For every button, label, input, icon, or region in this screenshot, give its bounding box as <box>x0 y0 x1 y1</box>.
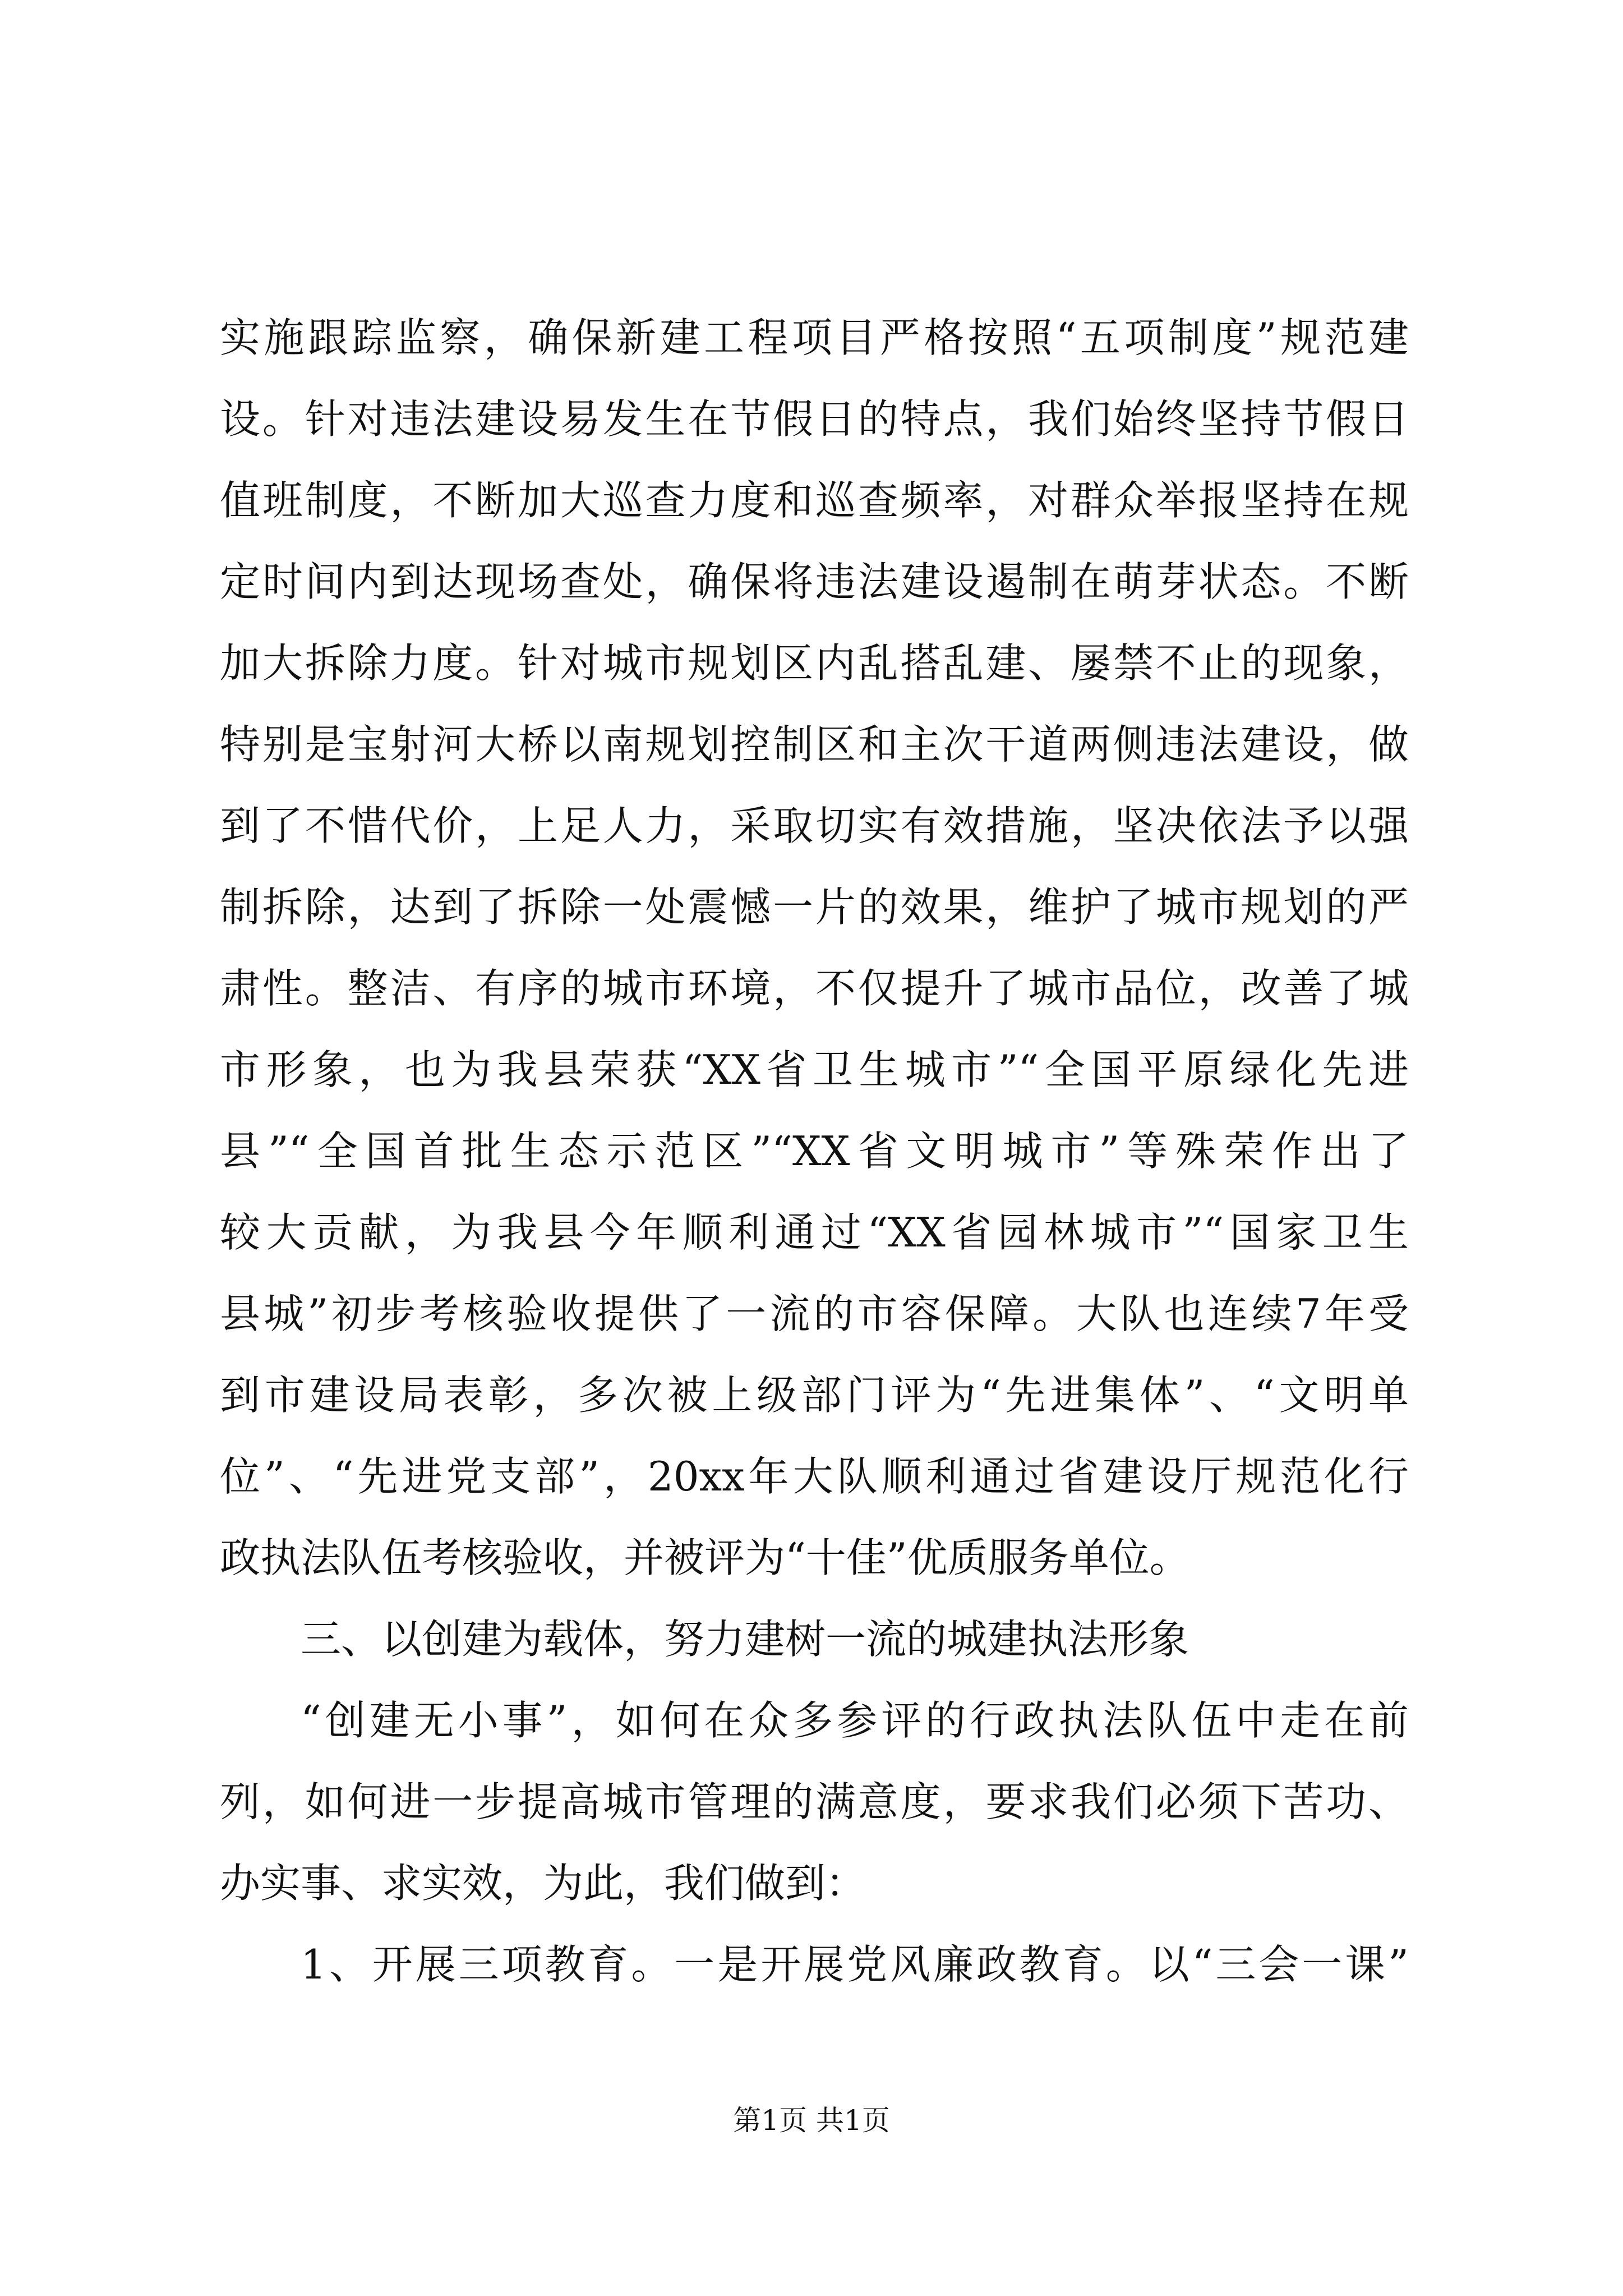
section-heading: 三、以创建为载体，努力建树一流的城建执法形象 <box>301 1616 1189 1663</box>
text-line: 县城”初步考核验收提供了一流的市容保障。大队也连续7年受 <box>220 1290 1409 1337</box>
text-line: “创建无小事”，如何在众多参评的行政执法队伍中走在前 <box>301 1697 1409 1744</box>
text-line: 市形象，也为我县荣获“XX省卫生城市”“全国平原绿化先进 <box>220 1046 1409 1093</box>
text-line: 特别是宝射河大桥以南规划控制区和主次干道两侧违法建设，做 <box>220 721 1409 768</box>
text-line: 较大贡献，为我县今年顺利通过“XX省园林城市”“国家卫生 <box>220 1209 1409 1256</box>
text-line: 设。针对违法建设易发生在节假日的特点，我们始终坚持节假日 <box>220 395 1409 443</box>
text-line: 县”“全国首批生态示范区”“XX省文明城市”等殊荣作出了 <box>220 1128 1409 1175</box>
text-line: 制拆除，达到了拆除一处震憾一片的效果，维护了城市规划的严 <box>220 884 1409 931</box>
text-line: 位”、“先进党支部”，20xx年大队顺利通过省建设厅规范化行 <box>220 1453 1409 1500</box>
text-line: 肃性。整洁、有序的城市环境，不仅提升了城市品位，改善了城 <box>220 965 1409 1012</box>
text-line: 到市建设局表彰，多次被上级部门评为“先进集体”、“文明单 <box>220 1372 1409 1419</box>
text-line: 实施跟踪监察，确保新建工程项目严格按照“五项制度”规范建 <box>220 314 1409 361</box>
page-footer: 第1页 共1页 <box>733 2104 890 2137</box>
text-line: 1、开展三项教育。一是开展党风廉政教育。以“三会一课” <box>301 1941 1409 1988</box>
text-line: 值班制度，不断加大巡查力度和巡查频率，对群众举报坚持在规 <box>220 477 1409 524</box>
text-line: 定时间内到达现场查处，确保将违法建设遏制在萌芽状态。不断 <box>220 558 1409 605</box>
text-line: 到了不惜代价，上足人力，采取切实有效措施，坚决依法予以强 <box>220 802 1409 849</box>
text-line: 办实事、求实效，为此，我们做到： <box>220 1860 866 1907</box>
text-line: 加大拆除力度。针对城市规划区内乱搭乱建、屡禁不止的现象， <box>220 639 1409 687</box>
text-line: 列，如何进一步提高城市管理的满意度，要求我们必须下苦功、 <box>220 1778 1409 1825</box>
document-body <box>220 297 1409 2005</box>
text-line: 政执法队伍考核验收，并被评为“十佳”优质服务单位。 <box>220 1534 1190 1581</box>
